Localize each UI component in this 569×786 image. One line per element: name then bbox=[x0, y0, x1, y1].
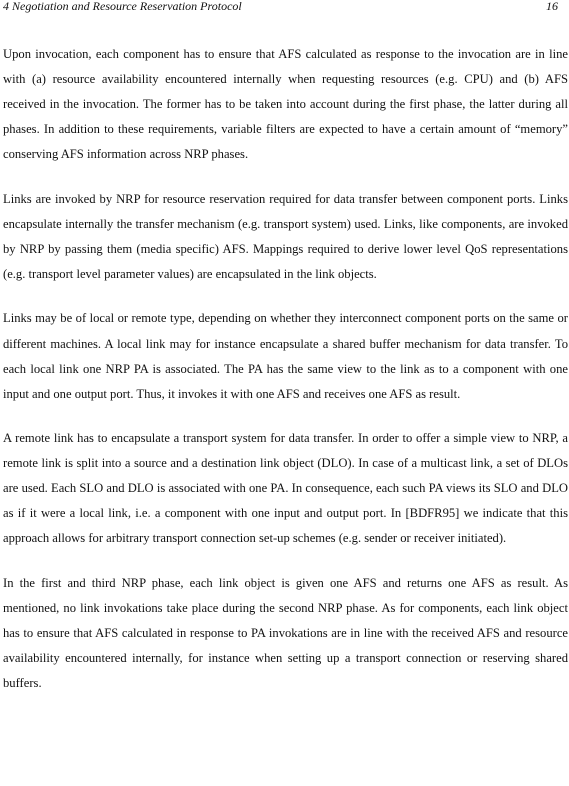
paragraph-nrp-phases: In the first and third NRP phase, each link object is given one AFS and returns one AFS as result. As mentioned, no link invokations take place during the second NRP phase. As for components, each link object has to ensure that AFS calculated in response to PA invokations are in line with the received AFS and resource availability encountered internally, for instance when setting up a transport connection or reserving shared buffers. bbox=[3, 575, 568, 691]
paragraph-remote-link: A remote link has to encapsulate a transport system for data transfer. In order to offer a simple view to NRP, a remote link is split into a source and a destination link object (DLO). In case of a multicast link, a set of DLOs are used. Each SLO and DLO is associated with one PA. In consequence, each such PA views its SLO and DLO as if it were a local link, i.e. a component with one input and output port. In [BDFR95] we indicate that this approach allows for arbitrary transport connection set-up schemes (e.g. sender or receiver initiated). bbox=[3, 431, 568, 546]
paragraph-afs-calculation: Upon invocation, each component has to ensure that AFS calculated as response to the invocation are in line with (a) resource availability encountered internally when requesting resources (e.g. CPU) and (b) AFS received in the invocation. The former has to be taken into account during the first phase, the latter during all phases. In addition to these requirements, variable filters are expected to have a certain amount of “memory” conserving AFS information across NRP phases. bbox=[3, 47, 568, 162]
paragraph-local-remote-links: Links may be of local or remote type, depending on whether they interconnect component ports on the same or different machines. A local link may for instance encapsulate a shared buffer mechanism for data transfer. To each local link one NRP PA is associated. The PA has the same view to the link as to a component with one input and one output port. Thus, it invokes it with one AFS and receives one AFS as result. bbox=[3, 311, 568, 401]
body-text bbox=[3, 42, 568, 716]
chapter-title: 4 Negotiation and Resource Reservation Protocol bbox=[3, 0, 242, 13]
page-number: 16 bbox=[546, 0, 558, 13]
running-header bbox=[3, 0, 558, 14]
paragraph-links-invocation: Links are invoked by NRP for resource reservation required for data transfer between component ports. Links encapsulate internally the transfer mechanism (e.g. transport system) used. Links, like components, are invoked by NRP by passing them (media specific) AFS. Mappings required to derive lower level QoS representations (e.g. transport level parameter values) are encapsulated in the link objects. bbox=[3, 191, 568, 282]
